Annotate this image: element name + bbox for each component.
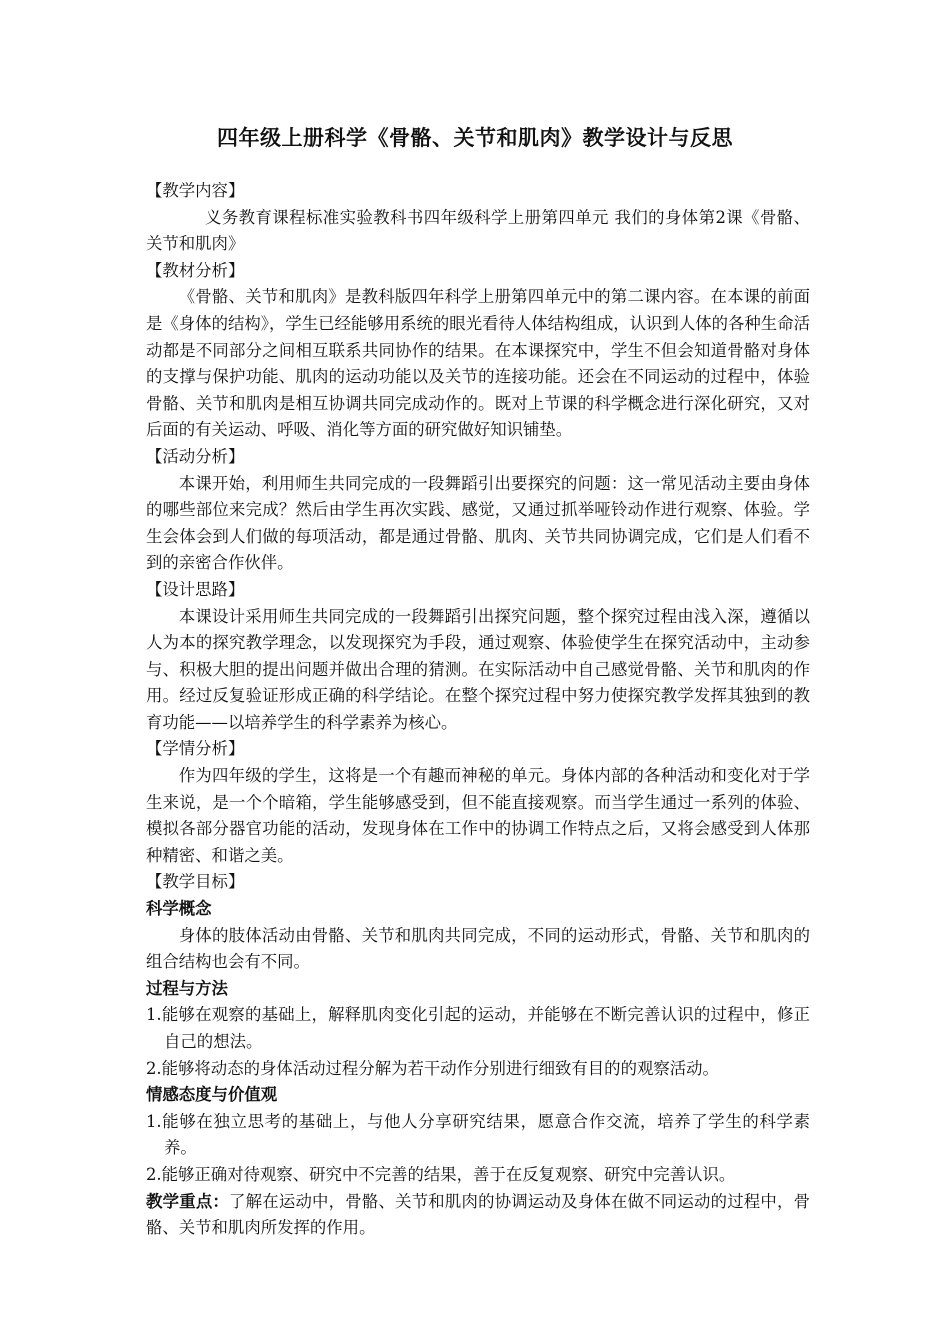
material-paragraph: 《骨骼、关节和肌肉》是教科版四年科学上册第四单元中的第二课内容。在本课的前面是《身体的结构》，学生已经能够用系统的眼光看待人体结构组成，认识到人体的各种生命活动都是不同部分之间相互联系共同协作的结果。在本课探究中，学生不但会知道骨骼对身体的支撑与保护功能、肌肉的运动功能以及关节的连接功能。还会在不同运动的过程中，体验骨骼、关节和肌肉是相互协调共同完成动作的。既对上节课的科学概念进行深化研究，又对后面的有关运动、呼吸、消化等方面的研究做好知识铺垫。: [146, 287, 810, 440]
section-header-activity: 【活动分析】: [146, 446, 245, 466]
section-header-design: 【设计思路】: [146, 579, 245, 599]
attitude-item: 2.能够正确对待观察、研究中不完善的结果，善于在反复观察、研究中完善认识。: [146, 1164, 736, 1184]
student-paragraph: 作为四年级的学生，这将是一个有趣而神秘的单元。身体内部的各种活动和变化对于学生来说，是一个个暗箱，学生能够感受到，但不能直接观察。而当学生通过一系列的体验、模拟各部分器官功能的活动，发现身体在工作中的协调工作特点之后，又将会感受到人体那种精密、和谐之美。: [146, 766, 810, 865]
design-paragraph: 本课设计采用师生共同完成的一段舞蹈引出探究问题，整个探究过程由浅入深，遵循以人为本的探究教学理念，以发现探究为手段，通过观察、体验使学生在探究活动中，主动参与、积极大胆的提出问题并做出合理的猜测。在实际活动中自己感觉骨骼、关节和肌肉的作用。经过反复验证形成正确的科学结论。在整个探究过程中努力使探究教学发挥其独到的教育功能——以培养学生的科学素养为核心。: [146, 606, 810, 732]
section-header-content: 【教学内容】: [146, 181, 245, 200]
process-list: [146, 1002, 810, 1082]
attitude-item: 1.能够在独立思考的基础上，与他人分享研究结果，愿意合作交流，培养了学生的科学素养。: [146, 1111, 810, 1158]
key-point-text: 了解在运动中，骨骼、关节和肌肉的协调运动及身体在做不同运动的过程中，骨骼、关节和肌肉所发挥的作用。: [146, 1191, 811, 1238]
key-point-paragraph: [146, 1189, 810, 1242]
section-header-goals: 【教学目标】: [146, 872, 245, 892]
attitude-list: [146, 1109, 810, 1189]
content-paragraph: 义务教育课程标准实验教科书四年级科学上册第四单元 我们的身体第2课《骨骼、关节和肌肉》: [146, 207, 810, 254]
page-title: 四年级上册科学《骨骼、关节和肌肉》教学设计与反思: [217, 126, 733, 150]
process-item: 2.能够将动态的身体活动过程分解为若干动作分别进行细致有目的的观察活动。: [146, 1058, 719, 1078]
subheader-process: 过程与方法: [146, 978, 228, 998]
section-header-material: 【教材分析】: [146, 260, 245, 280]
process-item: 1.能够在观察的基础上，解释肌肉变化引起的运动，并能够在不断完善认识的过程中，修正自己的想法。: [146, 1005, 810, 1051]
concept-paragraph: 身体的肢体活动由骨骼、关节和肌肉共同完成，不同的运动形式，骨骼、关节和肌肉的组合结构也会有不同。: [146, 925, 810, 972]
section-header-student: 【学情分析】: [146, 739, 245, 759]
subheader-concept: 科学概念: [146, 899, 212, 919]
document-body: [146, 178, 810, 1242]
key-point-label: 教学重点：: [146, 1191, 230, 1211]
activity-paragraph: 本课开始，利用师生共同完成的一段舞蹈引出要探究的问题：这一常见活动主要由身体的哪些部位来完成？然后由学生再次实践、感觉，又通过抓举哑铃动作进行观察、体验。学生会体会到人们做的每项活动，都是通过骨骼、肌肉、关节共同协调完成，它们是人们看不到的亲密合作伙伴。: [146, 473, 810, 573]
subheader-attitude: 情感态度与价值观: [146, 1085, 278, 1105]
